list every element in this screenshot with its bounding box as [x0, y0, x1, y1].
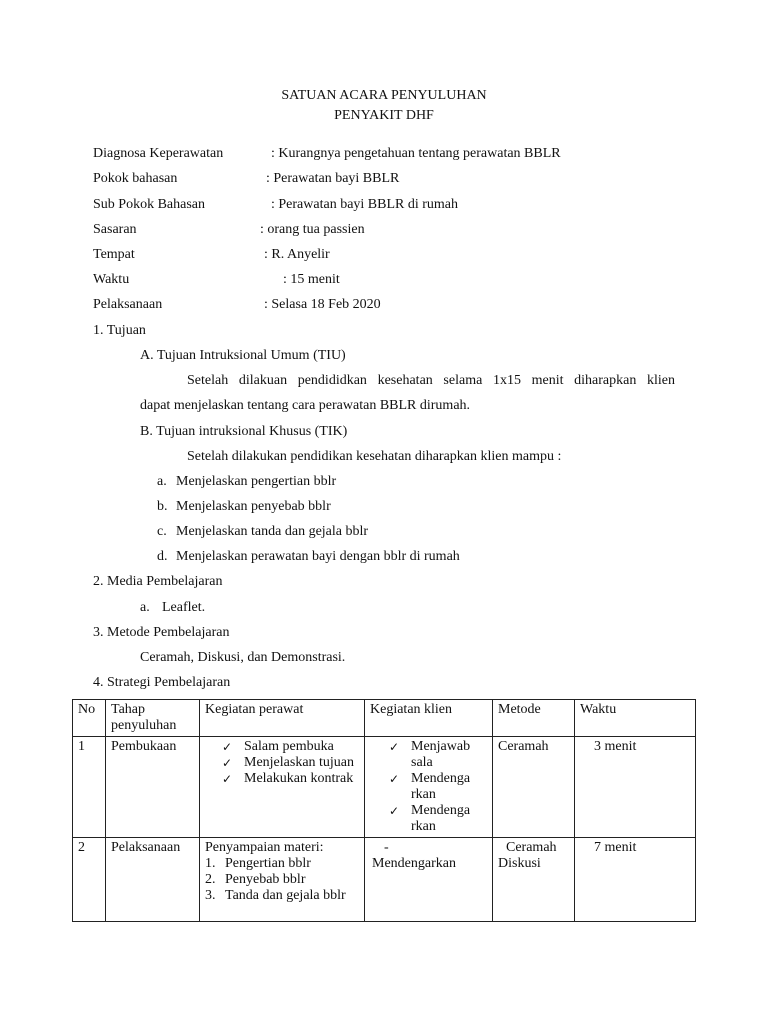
info-label-tempat: Tempat: [93, 247, 135, 262]
cell-metode: Ceramah Diskusi: [493, 838, 575, 922]
list-item: ✓ Menjelaskan tujuan: [222, 755, 355, 770]
table-row: [73, 737, 696, 838]
cell-kegiatan-perawat: [200, 737, 365, 838]
info-label-sasaran: Sasaran: [93, 222, 137, 237]
tik-item-text: Menjelaskan penyebab bblr: [176, 499, 331, 514]
info-label-diagnosa: Diagnosa Keperawatan: [93, 146, 224, 161]
cell-tahap: Pembukaan: [106, 737, 200, 838]
cell-no: 2: [73, 838, 106, 922]
list-item: ✓ Mendenga rkan: [389, 803, 471, 834]
header-tahap: Tahap penyuluhan: [106, 700, 200, 737]
cell-waktu: 3 menit: [575, 737, 696, 838]
list-item: ✓ Mendenga rkan: [389, 771, 471, 802]
cell-kegiatan-klien: [365, 838, 493, 922]
document-subtitle: PENYAKIT DHF: [334, 108, 434, 123]
tik-heading: B. Tujuan intruksional Khusus (TIK): [140, 424, 348, 439]
tiu-paragraph-line2: dapat menjelaskan tentang cara perawatan BBLR dirumah.: [140, 398, 471, 413]
strategy-table: [72, 699, 696, 922]
klien-text: Mendengarkan: [372, 856, 456, 871]
list-item: 1. Pengertian bblr: [205, 856, 311, 871]
info-label-sub-pokok: Sub Pokok Bahasan: [93, 197, 205, 212]
header-no: No: [73, 700, 106, 737]
check-icon: ✓: [222, 756, 233, 770]
media-item-marker: a.: [140, 600, 150, 615]
list-item: ✓ Melakukan kontrak: [222, 771, 354, 786]
info-label-pokok: Pokok bahasan: [93, 171, 178, 186]
check-icon: ✓: [389, 740, 400, 754]
info-value-diagnosa: : Kurangnya pengetahuan tentang perawatan BBLR: [271, 146, 561, 161]
header-waktu: Waktu: [575, 700, 696, 737]
check-icon: ✓: [389, 804, 400, 818]
info-value-pokok: : Perawatan bayi BBLR: [266, 171, 400, 186]
table-header-row: [73, 700, 696, 737]
info-value-pelaksanaan: : Selasa 18 Feb 2020: [264, 297, 381, 312]
materi-intro: Penyampaian materi:: [205, 840, 324, 855]
info-value-waktu: : 15 menit: [283, 272, 340, 287]
header-metode: Metode: [493, 700, 575, 737]
check-icon: ✓: [222, 772, 233, 786]
cell-waktu: 7 menit: [575, 838, 696, 922]
list-item: 3. Tanda dan gejala bblr: [205, 888, 346, 903]
tik-item-text: Menjelaskan pengertian bblr: [176, 474, 337, 489]
header-kegiatan-klien: Kegiatan klien: [365, 700, 493, 737]
cell-no: 1: [73, 737, 106, 838]
list-item: ✓ Salam pembuka: [222, 739, 334, 754]
metode-text: Ceramah, Diskusi, dan Demonstrasi.: [140, 650, 346, 665]
tik-item-text: Menjelaskan perawatan bayi dengan bblr di rumah: [176, 549, 460, 564]
document-title: SATUAN ACARA PENYULUHAN: [281, 88, 487, 103]
list-item: 2. Penyebab bblr: [205, 872, 306, 887]
tiu-heading: A. Tujuan Intruksional Umum (TIU): [140, 348, 346, 363]
info-value-tempat: : R. Anyelir: [264, 247, 330, 262]
check-icon: ✓: [389, 772, 400, 786]
info-value-sasaran: : orang tua passien: [260, 222, 365, 237]
cell-tahap: Pelaksanaan: [106, 838, 200, 922]
cell-metode: Ceramah: [493, 737, 575, 838]
tik-item-marker: d.: [157, 549, 168, 564]
tiu-paragraph-line1: Setelah dilakuan pendididkan kesehatan selama 1x15 menit diharapkan klien: [187, 373, 675, 388]
klien-dash: -: [384, 840, 389, 855]
info-value-sub-pokok: : Perawatan bayi BBLR di rumah: [271, 197, 459, 212]
tik-item-marker: b.: [157, 499, 168, 514]
tik-item-marker: a.: [157, 474, 167, 489]
cell-kegiatan-klien: [365, 737, 493, 838]
tik-intro: Setelah dilakukan pendidikan kesehatan diharapkan klien mampu :: [187, 449, 562, 464]
info-label-waktu: Waktu: [93, 272, 130, 287]
cell-kegiatan-perawat: [200, 838, 365, 922]
header-kegiatan-perawat: Kegiatan perawat: [200, 700, 365, 737]
check-icon: ✓: [222, 740, 233, 754]
section-strategi-heading: 4. Strategi Pembelajaran: [93, 675, 231, 690]
tik-item-marker: c.: [157, 524, 167, 539]
section-tujuan-heading: 1. Tujuan: [93, 323, 146, 338]
info-label-pelaksanaan: Pelaksanaan: [93, 297, 163, 312]
section-metode-heading: 3. Metode Pembelajaran: [93, 625, 230, 640]
list-item: ✓ Menjawab sala: [389, 739, 471, 770]
table-row: [73, 838, 696, 922]
tik-item-text: Menjelaskan tanda dan gejala bblr: [176, 524, 369, 539]
media-item-text: Leaflet.: [162, 600, 206, 615]
section-media-heading: 2. Media Pembelajaran: [93, 574, 223, 589]
